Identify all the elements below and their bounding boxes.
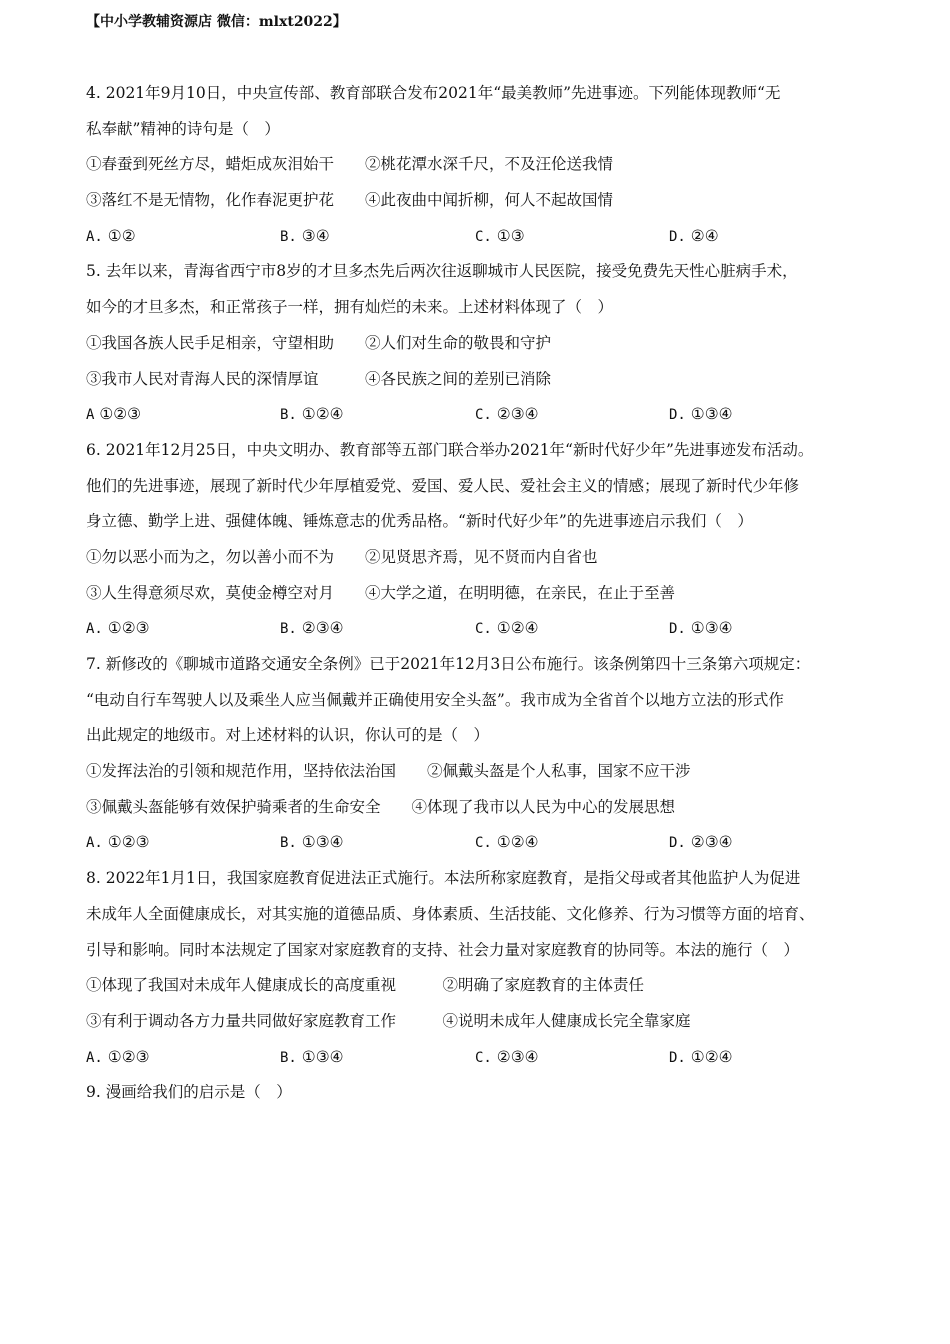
option-c: C. ①③ xyxy=(475,226,525,245)
questions-content xyxy=(86,76,886,1111)
question-stem-line: 9. 漫画给我们的启示是（ ） xyxy=(86,1083,292,1102)
question-stem-line: 未成年人全面健康成长，对其实施的道德品质、身体素质、生活技能、文化修养、行为习惯等方面的培育、 xyxy=(86,904,815,923)
question-6 xyxy=(86,433,886,647)
question-stem-line: 身立德、勤学上进、强健体魄、锤炼意志的优秀品格。“新时代好少年”的先进事迹启示我们（ ） xyxy=(86,512,753,531)
option-b: B. ③④ xyxy=(280,226,330,245)
option-c: C. ①②④ xyxy=(475,619,539,638)
question-7 xyxy=(86,647,886,861)
option-c: C. ②③④ xyxy=(475,1047,539,1066)
option-d: D. ①③④ xyxy=(669,619,733,638)
option-b: B. ①②④ xyxy=(280,405,344,424)
question-stem-line: “电动自行车驾驶人以及乘坐人应当佩戴并正确使用安全头盔”。我市成为全省首个以地方立法的形式作 xyxy=(86,690,784,709)
option-b: B. ②③④ xyxy=(280,619,344,638)
option-a: A. ①② xyxy=(86,226,136,245)
answer-options xyxy=(86,611,886,647)
statement-line: ①勿以恶小而为之，勿以善小而不为 ②见贤思齐焉，见不贤而内自省也 xyxy=(86,547,598,566)
question-stem-line: 私奉献”精神的诗句是（ ） xyxy=(86,119,280,138)
question-stem-line: 他们的先进事迹，展现了新时代少年厚植爱党、爱国、爱人民、爱社会主义的情感；展现了新时代少年修 xyxy=(86,476,800,495)
answer-options xyxy=(86,825,886,861)
question-stem-line: 8. 2022年1月1日，我国家庭教育促进法正式施行。本法所称家庭教育，是指父母或者其他监护人为促进 xyxy=(86,869,801,888)
statement-line: ①体现了我国对未成年人健康成长的高度重视 ②明确了家庭教育的主体责任 xyxy=(86,976,645,995)
question-stem-line: 6. 2021年12月25日，中央文明办、教育部等五部门联合举办2021年“新时代好少年”先进事迹发布活动。 xyxy=(86,440,814,459)
question-stem-line: 引导和影响。同时本法规定了国家对家庭教育的支持、社会力量对家庭教育的协同等。本法的施行（ ） xyxy=(86,940,800,959)
question-stem-line: 出此规定的地级市。对上述材料的认识，你认可的是（ ） xyxy=(86,726,490,745)
statement-line: ①发挥法治的引领和规范作用，坚持依法治国 ②佩戴头盔是个人私事，国家不应干涉 xyxy=(86,762,691,781)
option-c: C. ①②④ xyxy=(475,833,539,852)
question-stem-line: 7. 新修改的《聊城市道路交通安全条例》已于2021年12月3日公布施行。该条例第四十三条第六项规定： xyxy=(86,655,811,673)
answer-options xyxy=(86,1040,886,1076)
statement-line: ①我国各族人民手足相亲，守望相助 ②人们对生命的敬畏和守护 xyxy=(86,333,552,352)
option-a: A. ①②③ xyxy=(86,619,150,638)
question-stem-line: 如今的才旦多杰，和正常孩子一样，拥有灿烂的未来。上述材料体现了（ ） xyxy=(86,298,614,317)
question-8 xyxy=(86,861,886,1075)
question-stem-line: 5. 去年以来，青海省西宁市8岁的才旦多杰先后两次往返聊城市人民医院，接受免费先天性心脏病手术， xyxy=(86,262,798,281)
statement-line: ③有利于调动各方力量共同做好家庭教育工作 ④说明未成年人健康成长完全靠家庭 xyxy=(86,1011,691,1030)
question-4 xyxy=(86,76,886,254)
statement-line: ③落红不是无情物，化作春泥更护花 ④此夜曲中闻折柳，何人不起故国情 xyxy=(86,191,614,210)
question-9 xyxy=(86,1075,886,1111)
question-stem-line: 4. 2021年9月10日，中央宣传部、教育部联合发布2021年“最美教师”先进事迹。下列能体现教师“无 xyxy=(86,84,781,102)
option-d: D. ①③④ xyxy=(669,405,733,424)
answer-options xyxy=(86,397,886,433)
statement-line: ③人生得意须尽欢，莫使金樽空对月 ④大学之道，在明明德，在亲民，在止于至善 xyxy=(86,583,676,602)
option-c: C. ②③④ xyxy=(475,405,539,424)
statement-line: ①春蚕到死丝方尽，蜡炬成灰泪始干 ②桃花潭水深千尺，不及汪伦送我情 xyxy=(86,155,614,174)
option-a: A ①②③ xyxy=(86,405,142,424)
option-d: D. ②③④ xyxy=(669,833,733,852)
page-header: 【中小学教辅资源店 微信：mlxt2022】 xyxy=(86,14,347,30)
option-d: D. ②④ xyxy=(669,226,719,245)
statement-line: ③我市人民对青海人民的深情厚谊 ④各民族之间的差别已消除 xyxy=(86,369,552,388)
option-a: A. ①②③ xyxy=(86,833,150,852)
answer-options xyxy=(86,219,886,255)
statement-line: ③佩戴头盔能够有效保护骑乘者的生命安全 ④体现了我市以人民为中心的发展思想 xyxy=(86,797,676,816)
option-d: D. ①②④ xyxy=(669,1047,733,1066)
option-b: B. ①③④ xyxy=(280,1047,344,1066)
question-5 xyxy=(86,254,886,432)
option-a: A. ①②③ xyxy=(86,1047,150,1066)
option-b: B. ①③④ xyxy=(280,833,344,852)
